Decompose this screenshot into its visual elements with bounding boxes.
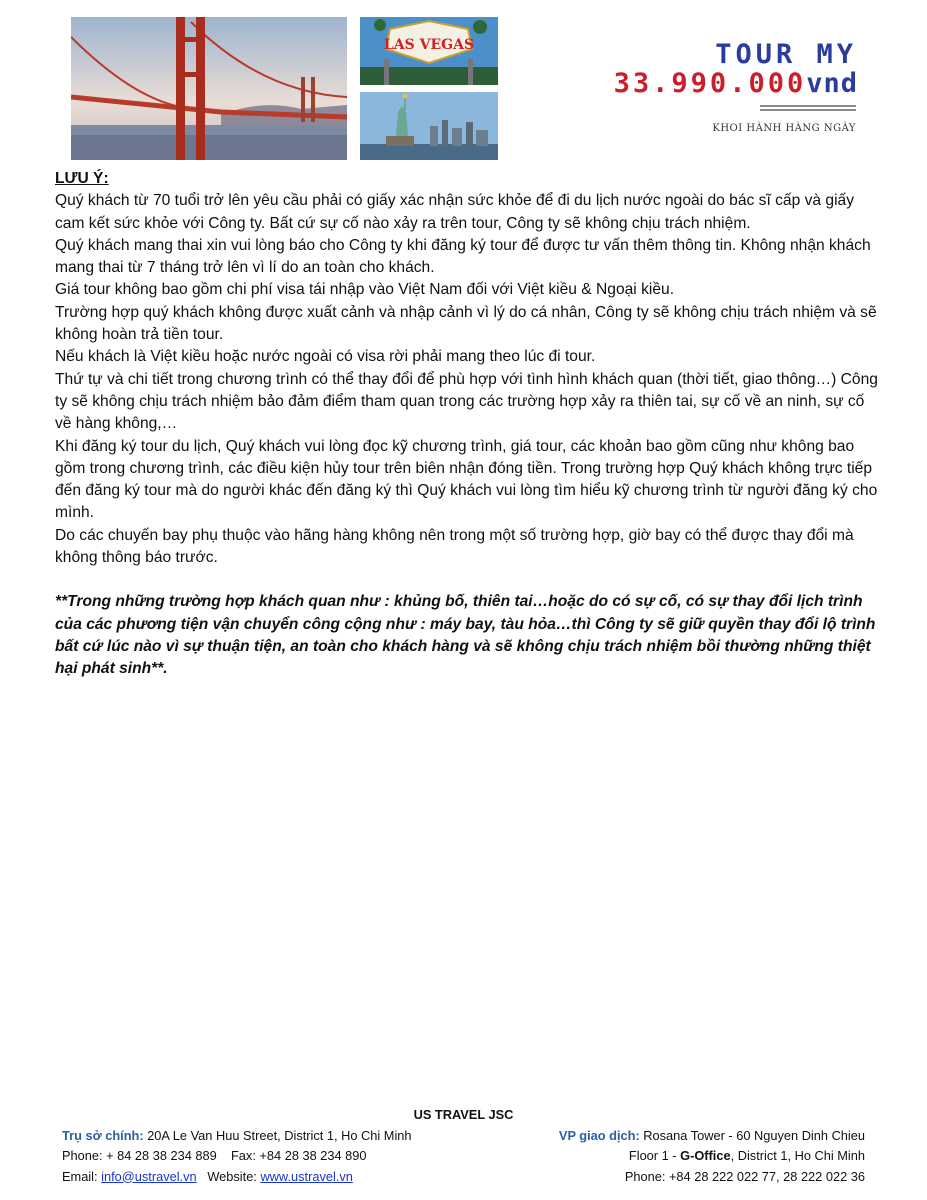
head-office-label: Trụ sở chính:: [62, 1127, 144, 1143]
note-paragraph: Quý khách mang thai xin vui lòng báo cho Công ty khi đăng ký tour để được tư vấn thêm thông tin. Không nhận khách mang thai từ 7 tháng trở lên vì lí do an toàn cho khách.: [55, 236, 871, 277]
divider-rule: [760, 105, 856, 107]
note-paragraph: Khi đăng ký tour du lịch, Quý khách vui lòng đọc kỹ chương trình, giá tour, các khoản bao gồm cũng như không bao gồm trong chương trình, các điều kiện hủy tour trên biên nhận đóng tiền. Trong trường hợp Quý khách không trực tiếp đến đăng ký tour mà do người khác đến đăng ký thì Quý khách vui lòng tìm hiểu kỹ chương trình từ người đăng ký cho mình.: [55, 437, 878, 522]
company-name: US TRAVEL JSC: [413, 1107, 514, 1122]
notes-heading: LƯU Ý:: [55, 170, 109, 187]
email-label: Email:: [62, 1168, 98, 1184]
notes-section: [55, 168, 880, 681]
note-paragraph: Giá tour không bao gồm chi phí visa tái nhập vào Việt Nam đối với Việt kiều & Ngoại kiều.: [55, 281, 675, 299]
phone-fax: Phone: + 84 28 38 234 889 Fax: +84 28 38 234 890: [62, 1148, 367, 1163]
note-paragraph: Quý khách từ 70 tuổi trở lên yêu cầu phải có giấy xác nhận sức khỏe để đi du lịch nước ngoài do bác sĩ cấp và giấy cam kết sức khỏe với Công ty. Bất cứ sự cố nào xảy ra trên tour, Công ty sẽ không chịu trách nhiệm.: [55, 192, 854, 232]
email-link[interactable]: info@ustravel.vn: [101, 1168, 197, 1184]
branch-address: Rosana Tower - 60 Nguyen Dinh Chieu: [643, 1127, 865, 1143]
las-vegas-sign-text: LAS VEGAS: [383, 37, 475, 53]
branch-floor-bold: G-Office: [680, 1148, 731, 1163]
tour-price: [545, 68, 858, 100]
divider-rule: [760, 109, 856, 111]
note-paragraph: Trường hợp quý khách không được xuất cảnh và nhập cảnh vì lý do cá nhân, Công ty sẽ không chịu trách nhiệm và sẽ không hoàn trả tiền tour.: [55, 303, 877, 344]
note-paragraph: Nếu khách là Việt kiều hoặc nước ngoài có visa rời phải mang theo lúc đi tour.: [55, 348, 596, 366]
branch-phone: Phone: +84 28 222 022 77, 28 222 022 36: [624, 1168, 865, 1184]
branch-office-block: [559, 1126, 865, 1188]
head-office-block: [62, 1126, 412, 1188]
liability-notice: **Trong những trường hợp khách quan như : khủng bố, thiên tai…hoặc do có sự cố, có sự thay đổi lịch trình của các phương tiện vận chuyển công cộng như : máy bay, tàu hỏa…thì Công ty sẽ giữ quyền thay đổi lộ trình bất cứ lúc nào vì sự thuận tiện, an toàn cho khách hàng và sẽ không chịu trách nhiệm bồi thường những thiệt hại phát sinh**.: [55, 593, 876, 678]
statue-of-liberty-image: [360, 92, 498, 160]
price-amount: 33.990.000: [613, 68, 807, 99]
website-label: Website:: [207, 1168, 257, 1184]
head-office-address: 20A Le Van Huu Street, District 1, Ho Chi Minh: [147, 1127, 412, 1143]
branch-label: VP giao dịch:: [558, 1127, 640, 1143]
price-unit: vnd: [806, 68, 858, 99]
departure-note: KHOI HÀNH HÀNG NGÀY: [712, 123, 856, 134]
note-paragraph: Thứ tự và chi tiết trong chương trình có thể thay đổi để phù hợp với tình hình khách quan (thời tiết, giao thông…) Công ty sẽ không chịu trách nhiệm bảo đảm điểm tham quan trong các trường hợp xảy ra thiên tai, sự cố về an ninh, sự cố về hàng không,…: [55, 370, 878, 433]
branch-floor-prefix: Floor 1 -: [628, 1148, 681, 1163]
note-paragraph: Do các chuyến bay phụ thuộc vào hãng hàng không nên trong một số trường hợp, giờ bay có thể được thay đổi mà không thông báo trước.: [55, 526, 854, 567]
golden-gate-bridge-image: [71, 17, 347, 160]
tour-title: TOUR MY: [715, 39, 857, 70]
las-vegas-sign-image: [360, 17, 498, 85]
footer: [62, 1105, 865, 1187]
website-link[interactable]: www.ustravel.vn: [260, 1168, 353, 1184]
branch-floor-suffix: , District 1, Ho Chi Minh: [730, 1148, 865, 1163]
